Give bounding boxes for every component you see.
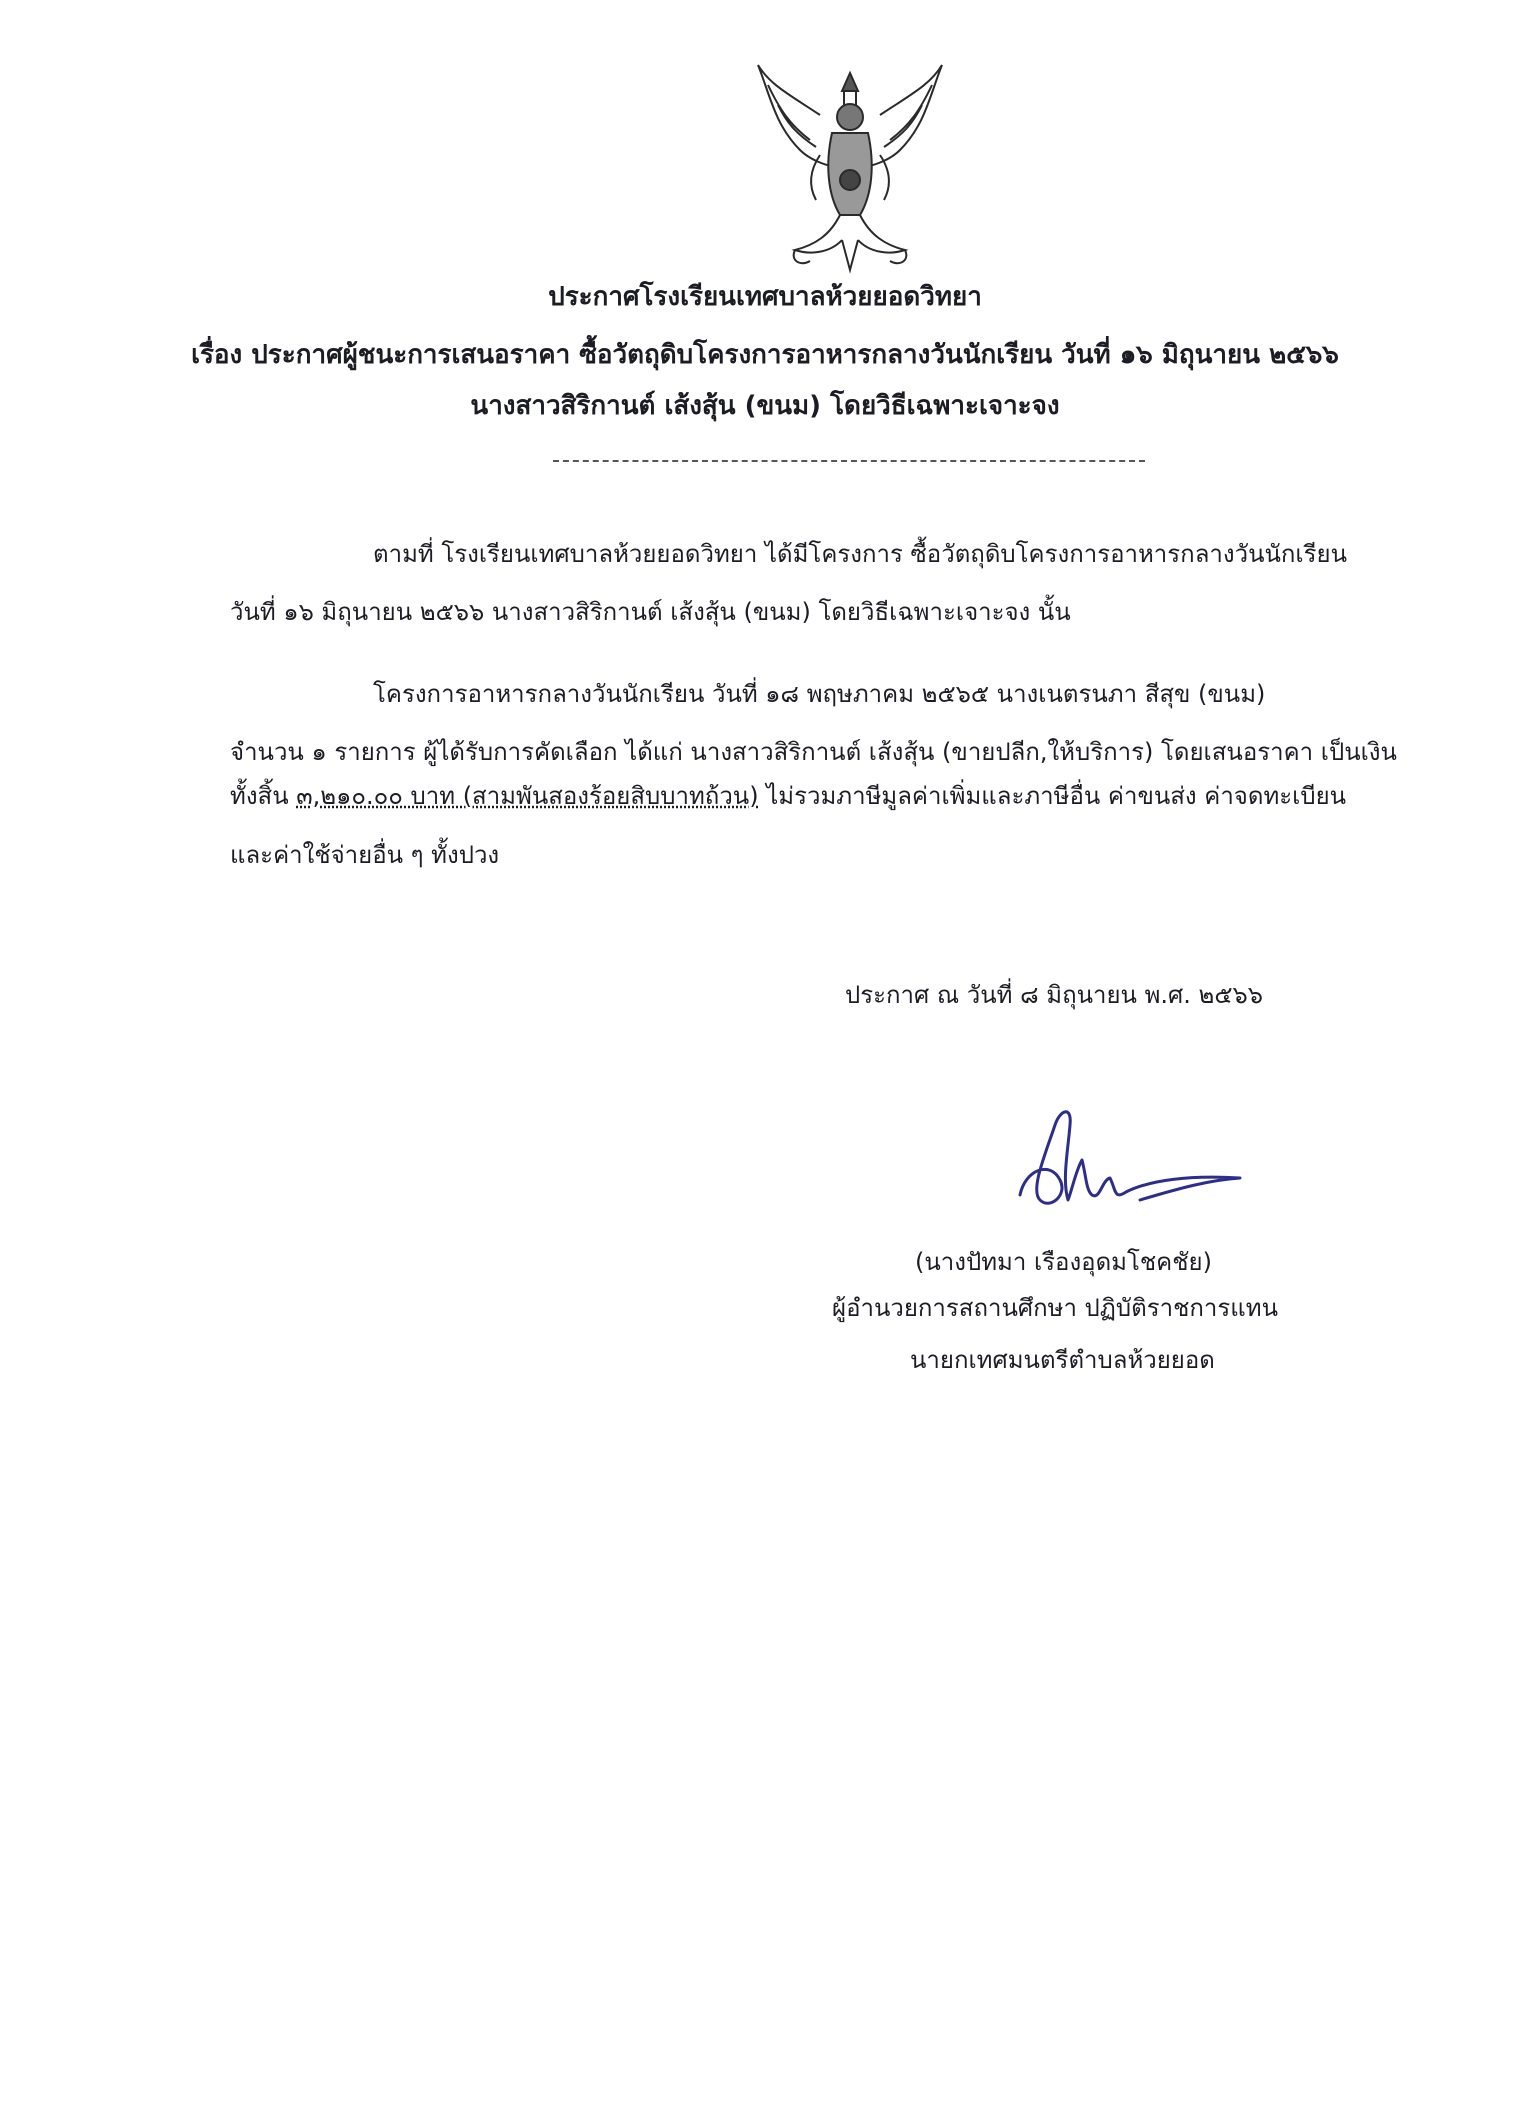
title-divider [553,460,1145,462]
signatory-position-continued: นายกเทศมนตรีตำบลห้วยยอด [910,1346,1215,1374]
announcement-subject: เรื่อง ประกาศผู้ชนะการเสนอราคา ซื้อวัตถุดิบโครงการอาหารกลางวันนักเรียน วันที่ ๑๖ มิถุนายน ๒๕๖๖ [191,340,1339,370]
amount-prefix: ทั้งสิ้น [230,782,297,810]
paragraph-2-line-2: จำนวน ๑ รายการ ผู้ได้รับการคัดเลือก ได้แก่ นางสาวสิริกานต์ เส้งสุ้น (ขายปลีก,ให้บริการ) โดยเสนอราคา เป็นเงิน [230,738,1397,766]
signatory-position: ผู้อำนวยการสถานศึกษา ปฏิบัติราชการแทน [832,1294,1278,1322]
announcement-date: ประกาศ ณ วันที่ ๘ มิถุนายน พ.ศ. ๒๕๖๖ [845,981,1263,1009]
paragraph-1-line-2: วันที่ ๑๖ มิถุนายน ๒๕๖๖ นางสาวสิริกานต์ เส้งสุ้น (ขนม) โดยวิธีเฉพาะเจาะจง นั้น [230,598,1071,626]
handwritten-signature [1010,1100,1250,1230]
paragraph-2-line-3 [230,766,1346,826]
garuda-emblem-icon [750,55,950,280]
paragraph-2-line-4: และค่าใช้จ่ายอื่น ๆ ทั้งปวง [230,841,500,869]
paragraph-1-line-1: ตามที่ โรงเรียนเทศบาลห้วยยอดวิทยา ได้มีโครงการ ซื้อวัตถุดิบโครงการอาหารกลางวันนักเรียน [373,540,1347,568]
signatory-name: (นางปัทมา เรืองอุดมโชคชัย) [915,1248,1212,1276]
amount-text: ๓,๒๑๐.๐๐ บาท (สามพันสองร้อยสิบบาทถ้วน) [296,782,759,810]
paragraph-2-line-1: โครงการอาหารกลางวันนักเรียน วันที่ ๑๘ พฤษภาคม ๒๕๖๕ นางเนตรนภา สีสุข (ขนม) [373,680,1266,708]
announcement-title: ประกาศโรงเรียนเทศบาลห้วยยอดวิทยา [548,282,982,312]
amount-suffix: ไม่รวมภาษีมูลค่าเพิ่มและภาษีอื่น ค่าขนส่ง ค่าจดทะเบียน [758,782,1347,810]
announcement-subject-continued: นางสาวสิริกานต์ เส้งสุ้น (ขนม) โดยวิธีเฉพาะเจาะจง [470,391,1060,421]
